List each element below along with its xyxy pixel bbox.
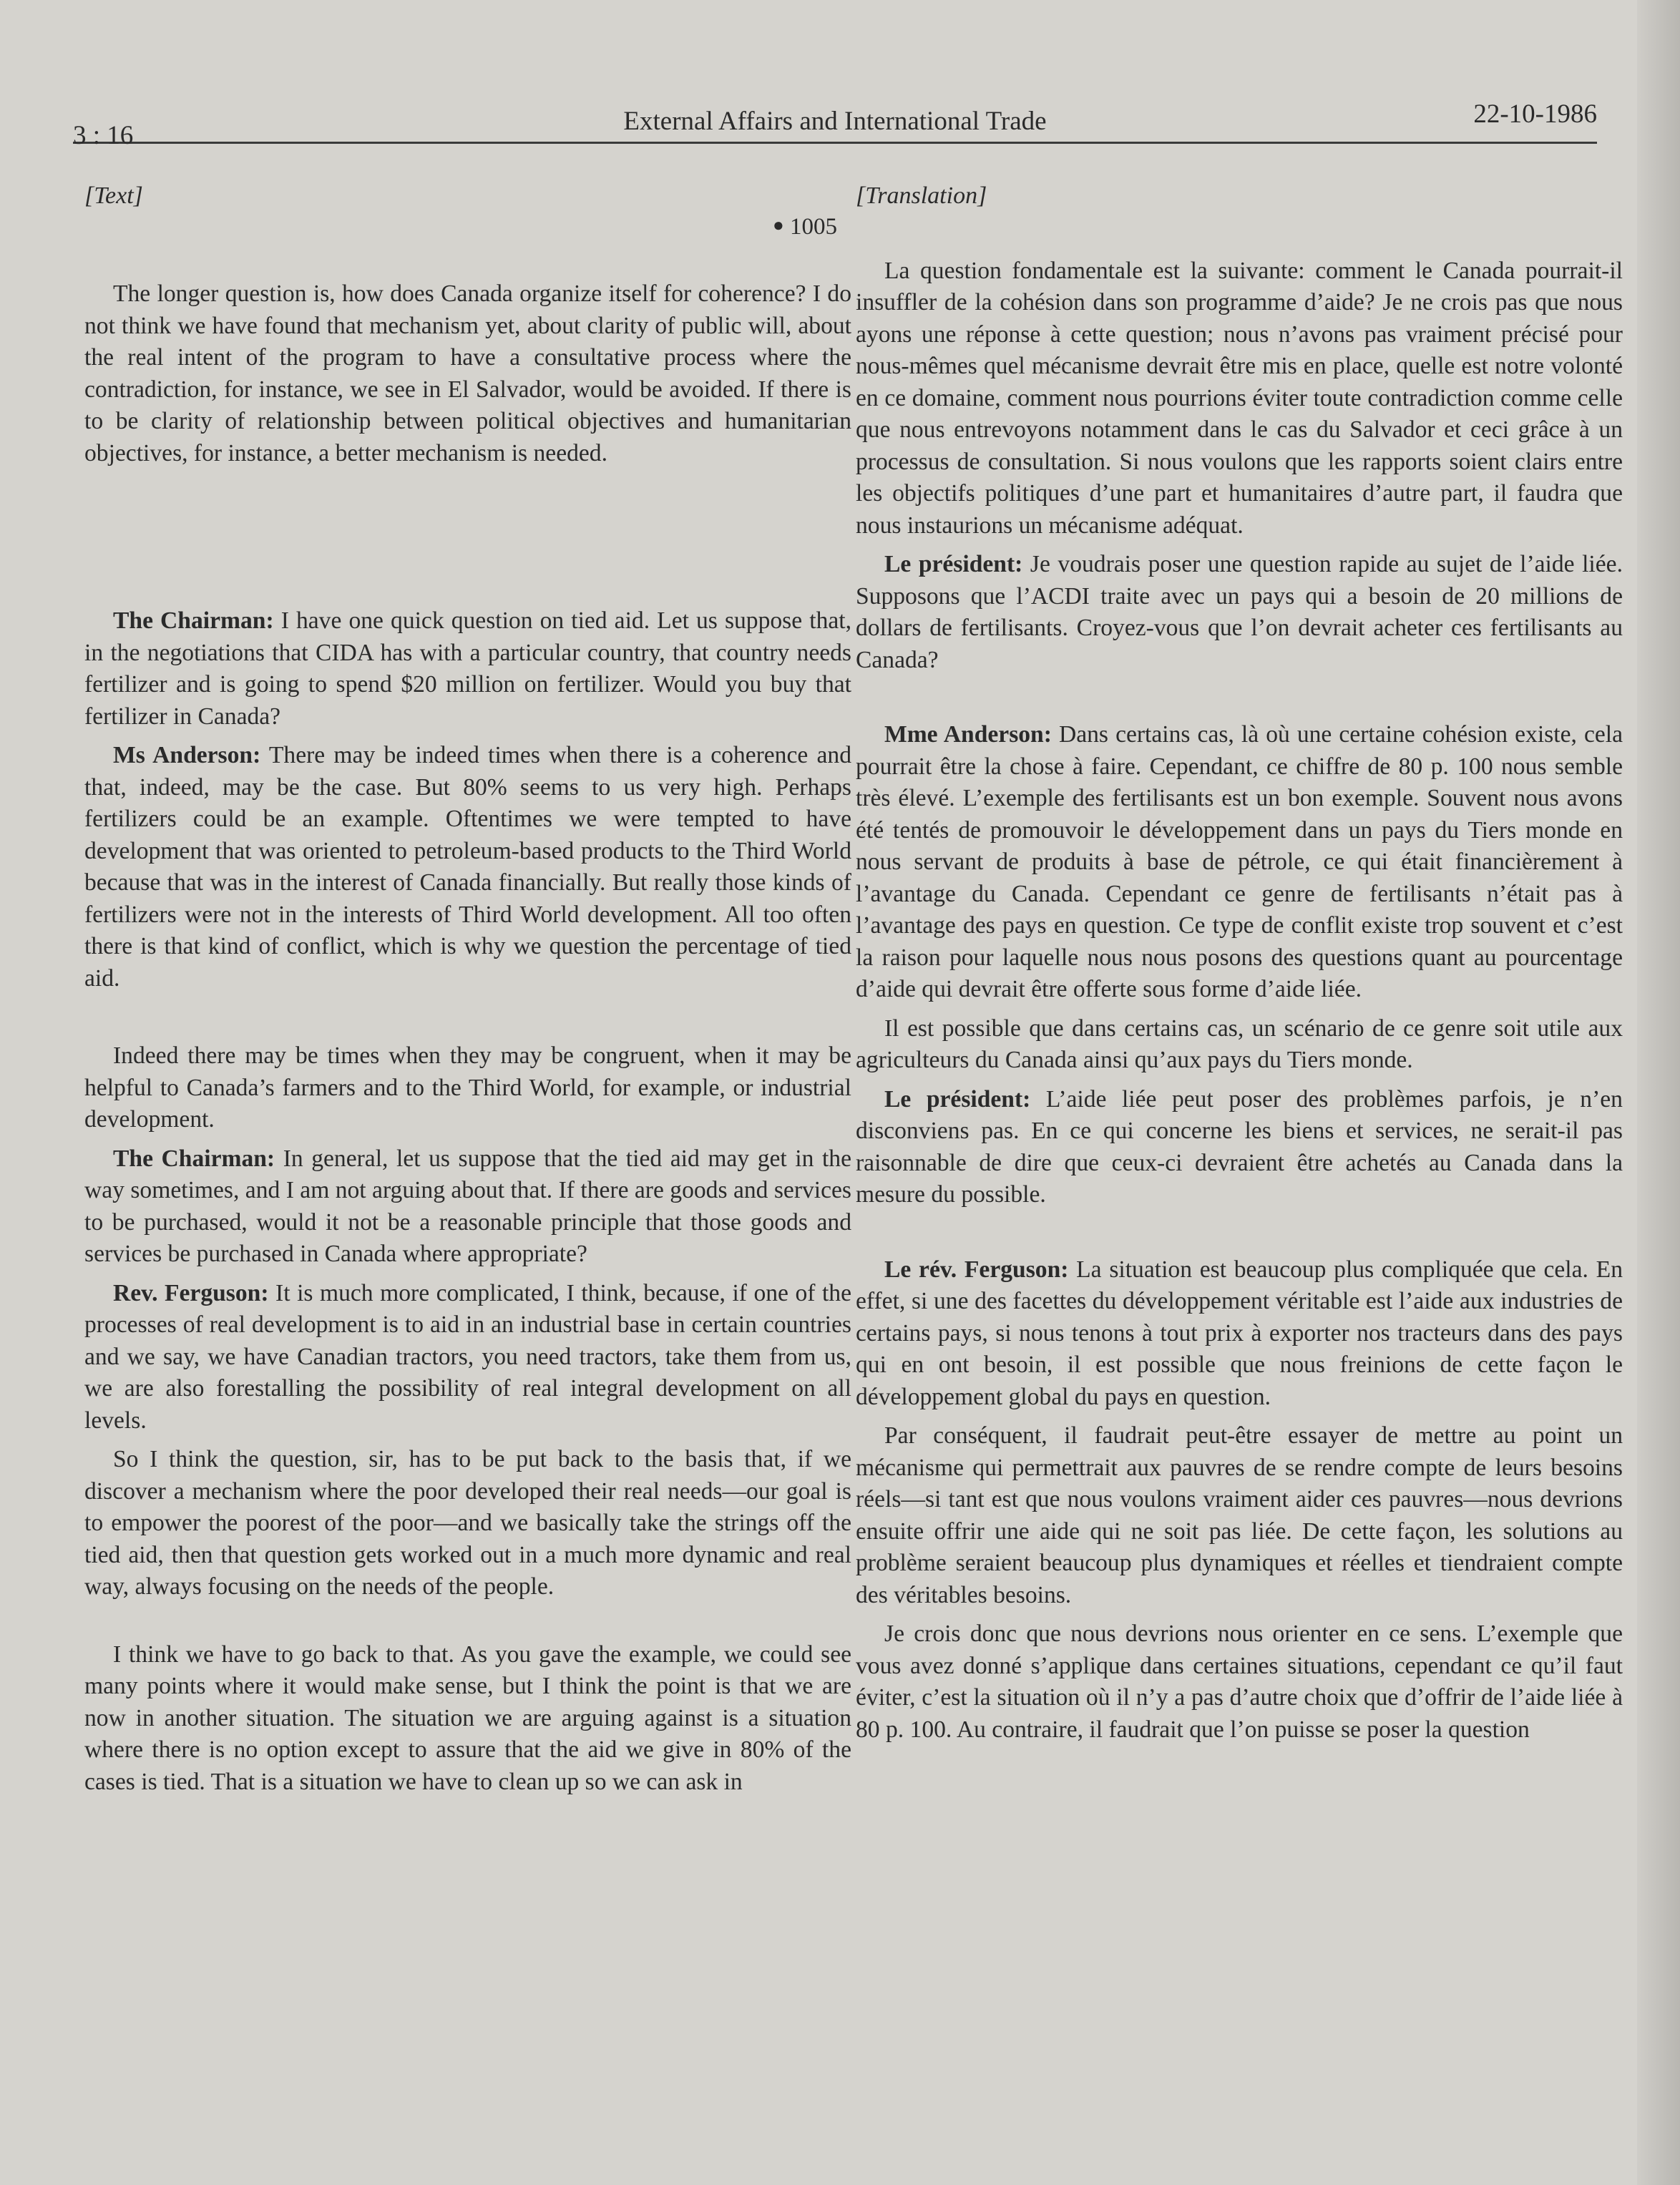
speaker-name: Mme Anderson: xyxy=(884,721,1052,748)
speaker-name: Le président: xyxy=(884,551,1023,577)
paragraph: Le président: L’aide liée peut poser des problèmes parfois, je n’en disconviens pas. En ce qui concerne les biens et services, ne serait-il pas raisonnable de dire que ceux-ci devraient être achetés au Canada dans la mesure du possible. xyxy=(856,1085,1623,1208)
page-header xyxy=(73,99,1597,150)
speaker-name: Le président: xyxy=(884,1085,1031,1113)
paragraph: The Chairman: In general, let us suppose that the tied aid may get in the way sometimes, and I am not arguing about that. If there are goods and services to be purchased, would it not be a reasonable principle that those goods and services be purchased in Canada where appropriate? xyxy=(84,1145,851,1267)
english-column xyxy=(84,180,851,1805)
paragraph: Rev. Ferguson: It is much more complicated, I think, because, if one of the processes of real development is to aid in an industrial base in certain countries and we say, we have Canadian tractors, you need tractors, take them from us, we are also forestalling the possibility of real integral development on all levels. xyxy=(84,1279,851,1434)
speaker-name: Rev. Ferguson: xyxy=(113,1279,269,1306)
paragraph: The longer question is, how does Canada organize itself for coherence? I do not think we have found that mechanism yet, about clarity of public will, about the real intent of the program to have a consultative process where the contradiction, for instance, we see in El Salvador, would be avoided. If there is to be clarity of relationship between political objectives and humanitarian objectives, for instance, a better mechanism is needed. xyxy=(84,280,851,466)
bullet-icon: ● xyxy=(773,214,784,235)
speaker-name: Ms Anderson: xyxy=(113,742,261,768)
column-label-text: [Text] xyxy=(84,182,143,209)
paragraph: Mme Anderson: Dans certains cas, là où une certaine cohésion existe, cela pourrait être la chose à faire. Cependant, ce chiffre de 80 p. 100 nous semble très élevé. L’exemple des fertilisants est un bon exemple. Souvent nous avons été tentés de promouvoir le développement dans un pays du Tiers monde en nous servant de produits à base de pétrole, ce qui était financièrement à l’avantage du Canada. Cependant ce genre de fertilisants n’était pas à l’avantage des pays en question. Ce type de conflit existe trop souvent et c’est la raison pour laquelle nous nous posons des questions quant au pourcentage d’aide qui devrait être offerte sous forme d’aide liée. xyxy=(856,721,1623,1002)
speaker-name: Le rév. Ferguson: xyxy=(884,1256,1069,1283)
speaker-name: The Chairman: xyxy=(113,607,274,634)
paragraph: Ms Anderson: There may be indeed times when there is a coherence and that, indeed, may be the case. But 80% seems to us very high. Perhaps fertilizers could be an example. Oftentimes we were tempted to have development that was oriented to petroleum-based products to the Third World because that was in the interest of Canada financially. But really those kinds of fertilizers were not in the interests of Third World development. All too often there is that kind of conflict, which is why we question the percentage of tied aid. xyxy=(84,742,851,992)
paragraph: Le président: Je voudrais poser une question rapide au sujet de l’aide liée. Supposons que l’ACDI traite avec un pays qui a besoin de 20 millions de dollars de fertilisants. Croyez-vous que l’on devrait acheter ces fertilisants au Canada? xyxy=(856,551,1623,673)
paragraph: Je crois donc que nous devrions nous orienter en ce sens. L’exemple que vous avez donné s’applique dans certaines situations, cependant ce qu’il faut éviter, c’est la situation où il n’y a pas d’autre choix que d’offrir de l’aide liée à 80 p. 100. Au contraire, il faudrait que l’on puisse se poser la question xyxy=(856,1621,1623,1743)
paragraph: Le rév. Ferguson: La situation est beaucoup plus compliquée que cela. En effet, si une des facettes du développement véritable est l’aide aux industries de certains pays, si nous tenons à tout prix à exporter nos tracteurs dans des pays qui en ont besoin, il est possible que nous freinions de cette façon le développement global du pays en question. xyxy=(856,1256,1623,1410)
page-edge-shadow xyxy=(1637,0,1680,2185)
header-date: 22-10-1986 xyxy=(1473,99,1597,129)
speaker-name: The Chairman: xyxy=(113,1145,275,1172)
paragraph: Indeed there may be times when they may be congruent, when it may be helpful to Canada’s farmers and to the Third World, for example, or industrial development. xyxy=(84,1042,851,1133)
column-label-translation: [Translation] xyxy=(856,182,987,209)
french-column xyxy=(856,180,1623,1753)
paragraph: Il est possible que dans certains cas, un scénario de ce genre soit utile aux agriculteurs du Canada ainsi qu’aux pays du Tiers monde. xyxy=(856,1015,1623,1073)
running-title: External Affairs and International Trade xyxy=(623,107,1047,136)
paragraph: La question fondamentale est la suivante: comment le Canada pourrait-il insuffler de la cohésion dans son programme d’aide? Je ne crois pas que nous ayons une réponse à cette question; nous n’avons pas vraiment précisé pour nous-mêmes quel mécanisme devrait être mis en place, quelle est notre volonté en ce domaine, comment nous pourrions éviter toute contradiction comme celle que nous entrevoyons notamment dans le cas du Salvador et ceci grâce à un processus de consultation. Si nous voulons que les rapports soient clairs entre les objectifs politiques d’une part et humanitaires d’autre part, il faudra que nous instaurions un mécanisme adéquat. xyxy=(856,257,1623,539)
paragraph: Par conséquent, il faudrait peut-être essayer de mettre au point un mécanisme qui permettrait aux pauvres de se rendre compte de leurs besoins réels—si tant est que nous voulons vraiment aider ces pauvres—nous devrions ensuite offrir une aide qui ne soit pas liée. De cette façon, les solutions au problème seraient beaucoup plus dynamiques et réelles et tiendraient compte des véritables besoins. xyxy=(856,1422,1623,1608)
page-number: 3 : 16 xyxy=(73,121,134,150)
paragraph: The Chairman: I have one quick question on tied aid. Let us suppose that, in the negotiations that CIDA has with a particular country, that country needs fertilizer and is going to spend $20 million on fertilizer. Would you buy that fertilizer in Canada? xyxy=(84,607,851,730)
paragraph: I think we have to go back to that. As you gave the example, we could see many points where it would make sense, but I think the point is that we are now in another situation. The situation we are arguing against is a situation where there is no option except to assure that the aid we give in 80% of the cases is tied. That is a situation we have to clean up so we can ask in xyxy=(84,1641,851,1795)
paragraph: So I think the question, sir, has to be put back to the basis that, if we discover a mechanism where the poor developed their real needs—our goal is to empower the poorest of the poor—and we basically take the strings off the tied aid, then that question gets worked out in a much more dynamic and real way, always focusing on the needs of the people. xyxy=(84,1446,851,1600)
time-marker: ● 1005 xyxy=(773,213,837,240)
